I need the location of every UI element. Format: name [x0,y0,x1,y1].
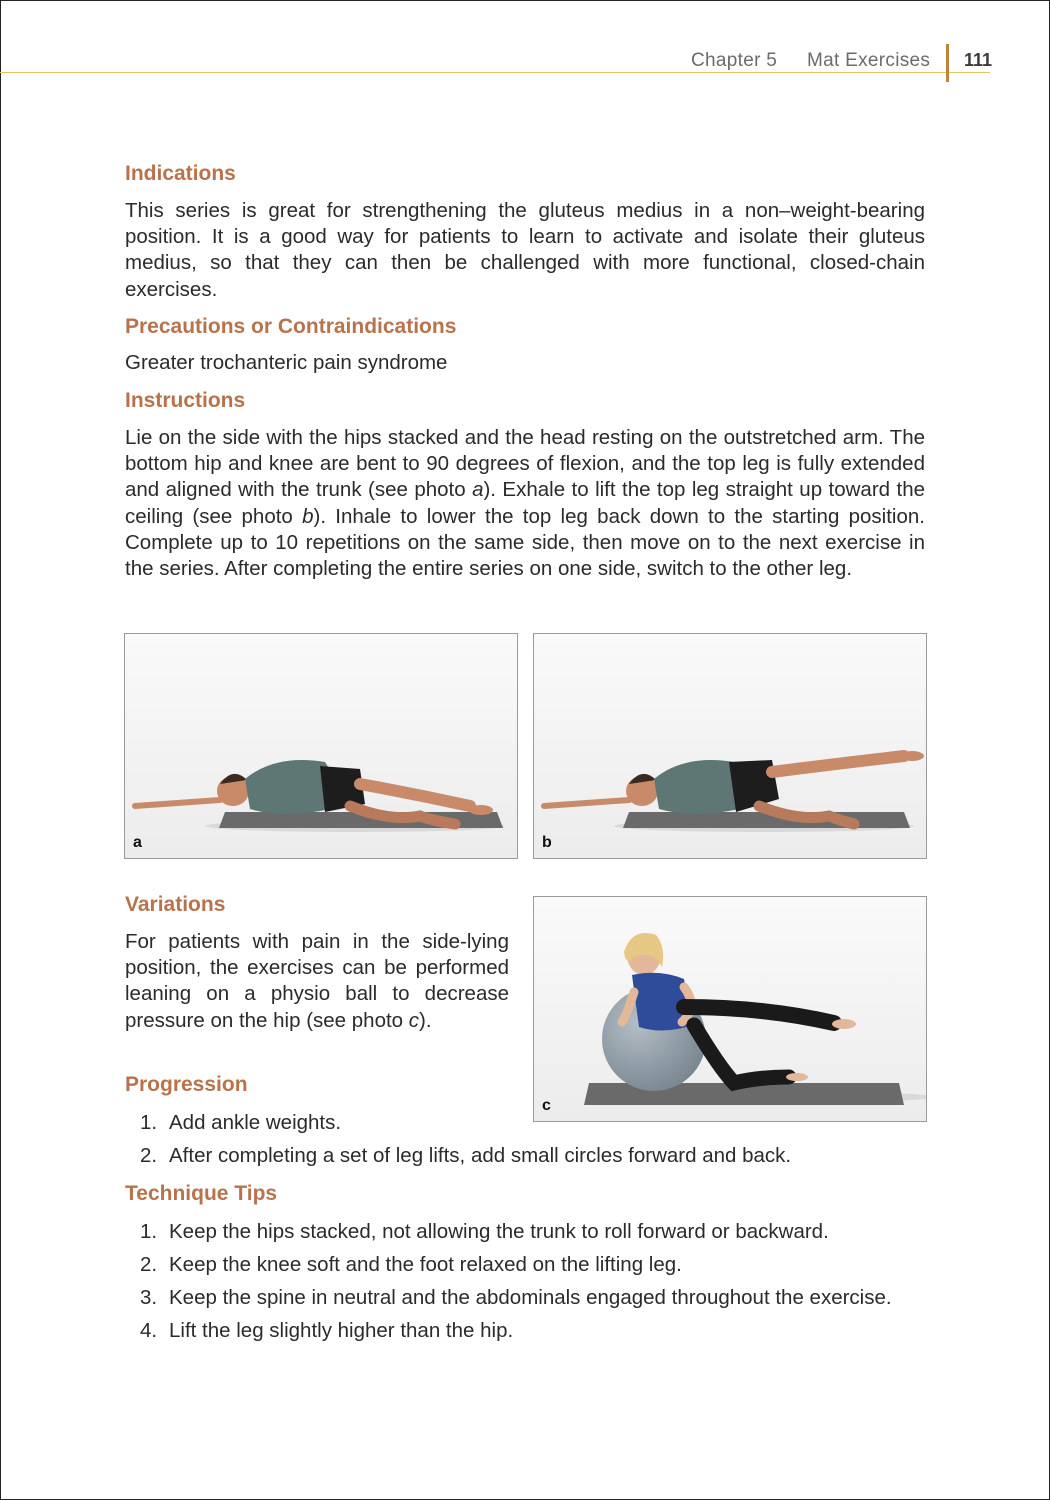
variations-text-part: For patients with pain in the side-lying position, the exercises can be performed leaning on a physio ball to decrease pressure on the hip (see photo [125,930,509,1032]
list-item [125,1314,945,1347]
photo-ref-a: a [472,478,484,502]
side-lying-leg-lift-photo-icon [534,634,926,858]
list-item-number: 4. [140,1319,158,1342]
variations-heading: Variations [125,893,226,916]
list-item [125,1106,945,1139]
list-item-text: Lift the leg slightly higher than the hip. [169,1319,514,1342]
variations-text-part: ). [419,1008,432,1032]
list-item-number: 2. [140,1253,158,1276]
precautions-heading: Precautions or Contraindications [125,315,457,338]
instructions-text [125,425,925,582]
list-item [125,1139,945,1172]
list-item-text: Add ankle weights. [169,1111,342,1134]
list-item [125,1248,945,1281]
instructions-heading: Instructions [125,389,246,412]
header-rule [0,72,990,73]
photo-label-b: b [542,834,552,851]
list-item-number: 2. [140,1144,158,1167]
photo-ref-c: c [408,1008,420,1032]
technique-tips-heading: Technique Tips [125,1182,278,1205]
precautions-text: Greater trochanteric pain syndrome [125,351,448,374]
list-item-text: Keep the knee soft and the foot relaxed on the lifting leg. [169,1253,682,1276]
photo-b [533,633,927,859]
progression-list [125,1106,945,1172]
list-item-text: Keep the hips stacked, not allowing the trunk to roll forward or backward. [169,1220,829,1243]
list-item-number: 1. [140,1111,158,1134]
indications-heading: Indications [125,162,236,185]
progression-heading: Progression [125,1073,248,1096]
technique-tips-list [125,1215,945,1347]
list-item-number: 3. [140,1286,158,1309]
physio-ball-leg-lift-photo-icon [534,897,926,1121]
photo-label-a: a [133,834,142,851]
indications-text: This series is great for strengthening the gluteus medius in a non–weight-bearing position. It is a good way for patients to learn to activate and isolate their gluteus medius, so that they can then be challenged with more functional, closed-chain exercises. [125,199,925,301]
photo-ref-b: b [302,504,314,528]
list-item [125,1215,945,1248]
instructions-text-part: ). Inhale to lower the top leg back down to the starting position. Complete up to 10 repetitions on the same side, then move on to the next exercise in the series. After completing the entire series on one side, switch to the other leg. [125,504,925,581]
variations-text [125,929,509,1034]
instructions-text-part: ). Exhale to lift the top leg straight up toward the ceiling (see photo [125,478,925,528]
instructions-text-part: Lie on the side with the hips stacked and the head resting on the outstretched arm. The bottom hip and knee are bent to 90 degrees of flexion, and the top leg is fully extended and aligned with the trunk (see photo [125,426,925,502]
header-section-title: Mat Exercises [807,50,931,71]
list-item-number: 1. [140,1220,158,1243]
page-number: 111 [964,50,993,70]
header-chapter: Chapter 5 [691,50,778,71]
list-item-text: After completing a set of leg lifts, add small circles forward and back. [169,1144,792,1167]
list-item [125,1281,945,1314]
photo-a [124,633,518,859]
photo-c [533,896,927,1122]
header-divider [946,44,949,82]
photo-label-c: c [542,1097,551,1114]
list-item-text: Keep the spine in neutral and the abdominals engaged throughout the exercise. [169,1286,892,1309]
side-lying-start-photo-icon [125,634,517,858]
running-header [0,0,1050,90]
